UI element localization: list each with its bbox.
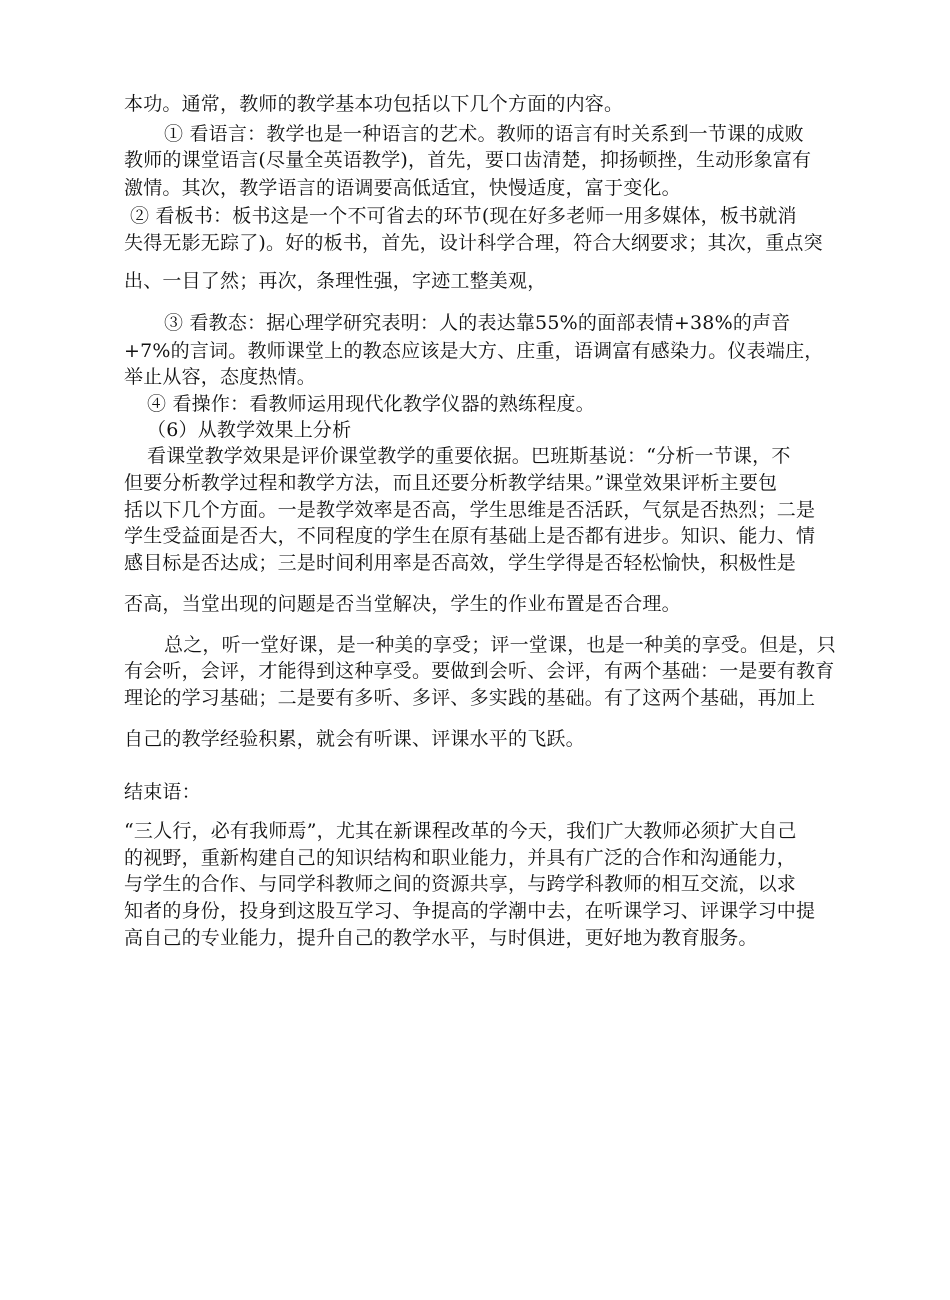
text-line: 总之，听一堂好课，是一种美的享受；评一堂课，也是一种美的享受。但是，只 <box>164 634 837 656</box>
text-line: 但要分析教学过程和教学方法，而且还要分析教学结果。”课堂效果评析主要包 <box>124 472 778 494</box>
text-line: 高自己的专业能力，提升自己的教学水平，与时俱进，更好地为教育服务。 <box>124 927 758 949</box>
closing-heading: 结束语： <box>124 781 201 803</box>
text-line: 括以下几个方面。一是教学效率是否高，学生思维是否活跃，气氛是否热烈；二是 <box>124 499 816 521</box>
text-line: 感目标是否达成；三是时间利用率是否高效，学生学得是否轻松愉快，积极性是 <box>124 552 797 574</box>
text-line: 失得无影无踪了)。好的板书，首先，设计科学合理，符合大纲要求；其次，重点突 <box>124 232 823 254</box>
text-line: 学生受益面是否大，不同程度的学生在原有基础上是否都有进步。知识、能力、情 <box>124 525 816 547</box>
text-line: 看课堂教学效果是评价课堂教学的重要依据。巴班斯基说：“分析一节课，不 <box>147 445 791 467</box>
text-line: 的视野，重新构建自己的知识结构和职业能力，并具有广泛的合作和沟通能力， <box>124 847 797 869</box>
text-line: 自己的教学经验积累，就会有听课、评课水平的飞跃。 <box>124 728 585 750</box>
text-line: 有会听，会评，才能得到这种享受。要做到会听、会评，有两个基础：一是要有教育 <box>124 660 835 682</box>
text-line: 理论的学习基础；二是要有多听、多评、多实践的基础。有了这两个基础，再加上 <box>124 687 816 709</box>
section-heading: （6）从教学效果上分析 <box>147 419 352 441</box>
text-line: ② 看板书：板书这是一个不可省去的环节(现在好多老师一用多媒体，板书就消 <box>130 205 797 227</box>
text-line: 激情。其次，教学语言的语调要高低适宜，快慢适度，富于变化。 <box>124 177 681 199</box>
text-line: 出、一目了然；再次，条理性强，字迹工整美观， <box>124 270 547 292</box>
text-line: ④ 看操作：看教师运用现代化教学仪器的熟练程度。 <box>147 393 595 415</box>
text-line: “三人行，必有我师焉”，尤其在新课程改革的今天，我们广大教师必须扩大自己 <box>124 820 797 842</box>
text-line: 教师的课堂语言(尽量全英语教学)，首先，要口齿清楚，抑扬顿挫，生动形象富有 <box>124 149 812 171</box>
text-line: 否高，当堂出现的问题是否当堂解决，学生的作业布置是否合理。 <box>124 593 681 615</box>
text-line: 与学生的合作、与同学科教师之间的资源共享，与跨学科教师的相互交流，以求 <box>124 873 797 895</box>
text-line: 本功。通常，教师的教学基本功包括以下几个方面的内容。 <box>124 93 624 115</box>
text-line: ① 看语言：教学也是一种语言的艺术。教师的语言有时关系到一节课的成败 <box>164 123 804 145</box>
text-line: ③ 看教态：据心理学研究表明：人的表达靠55%的面部表情+38%的声音 <box>164 312 791 334</box>
text-line: 知者的身份，投身到这股互学习、争提高的学潮中去，在听课学习、评课学习中提 <box>124 900 816 922</box>
text-line: +7%的言词。教师课堂上的教态应该是大方、庄重，语调富有感染力。仪表端庄， <box>124 340 824 362</box>
text-line: 举止从容，态度热情。 <box>124 366 317 388</box>
